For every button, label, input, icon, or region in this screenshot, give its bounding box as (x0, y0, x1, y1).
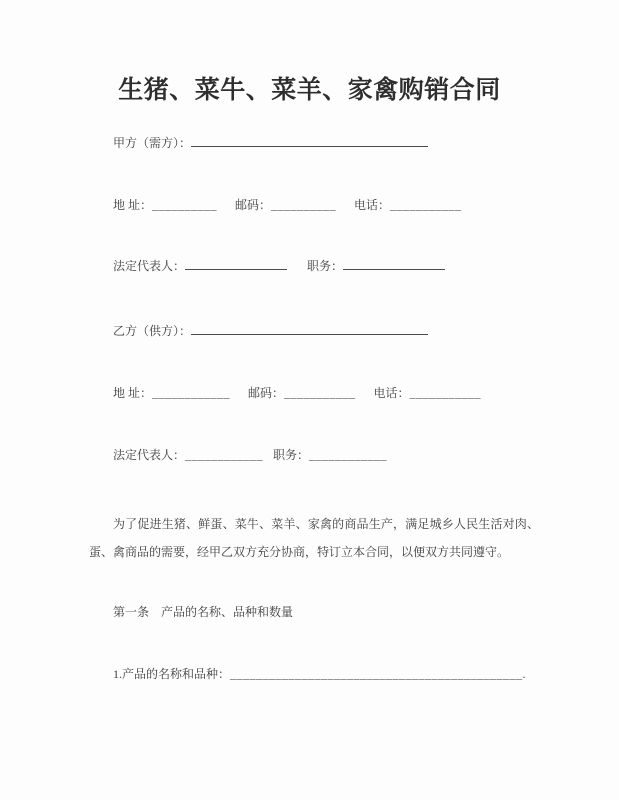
party-a-job-label: 职务： (307, 259, 344, 273)
party-a-rep-label: 法定代表人： (113, 259, 186, 273)
party-a-phone-label: 电话： (354, 198, 391, 212)
article-one-item1-label: 1.产品的名称和品种： (113, 667, 231, 681)
party-a-name-blank (191, 135, 428, 147)
party-a-phone-blank: ___________ (390, 198, 462, 212)
party-b-phone-blank: ___________ (409, 386, 482, 400)
party-a-address-blank: __________ (152, 198, 218, 212)
party-a-name-line (113, 135, 428, 151)
party-b-name-blank (191, 323, 428, 335)
party-a-name-label: 甲方（需方）： (113, 136, 192, 150)
party-b-address-label: 地 址： (113, 386, 153, 400)
party-b-rep-label: 法定代表人： (113, 448, 186, 462)
party-b-rep-line (113, 447, 387, 463)
party-b-zip-label: 邮码： (248, 386, 285, 400)
party-b-zip-blank: ___________ (284, 386, 356, 400)
party-b-name-line (113, 323, 428, 339)
party-b-name-label: 乙方（供方）： (113, 324, 192, 338)
preamble-paragraph: 为了促进生猪、鲜蛋、菜牛、菜羊、家禽的商品生产，满足城乡人民生活对肉、蛋、禽商品的需要，经甲乙双方充分协商，特订立本合同，以便双方共同遵守。 (89, 517, 539, 559)
party-a-zip-label: 邮码： (235, 198, 272, 212)
party-b-job-label: 职务： (273, 448, 310, 462)
party-b-job-blank: ____________ (309, 448, 388, 462)
party-a-rep-blank (185, 258, 287, 270)
document-title: 生猪、菜牛、菜羊、家禽购销合同 (118, 76, 501, 104)
party-b-phone-label: 电话： (373, 386, 410, 400)
article-one-item1-line (113, 666, 526, 682)
party-b-address-line (113, 385, 481, 401)
party-a-address-line (113, 197, 462, 213)
article-one-heading: 第一条 产品的名称、品种和数量 (113, 605, 294, 619)
party-a-rep-line (113, 258, 445, 274)
article-one-item1-suffix: . (522, 667, 526, 681)
article-one-item1-blank: _____________________________________________ (230, 667, 523, 681)
party-a-zip-blank: __________ (271, 198, 337, 212)
party-b-rep-blank: ____________ (185, 448, 264, 462)
party-b-address-blank: ____________ (152, 386, 231, 400)
party-a-address-label: 地 址： (113, 198, 153, 212)
party-a-job-blank (343, 258, 445, 270)
